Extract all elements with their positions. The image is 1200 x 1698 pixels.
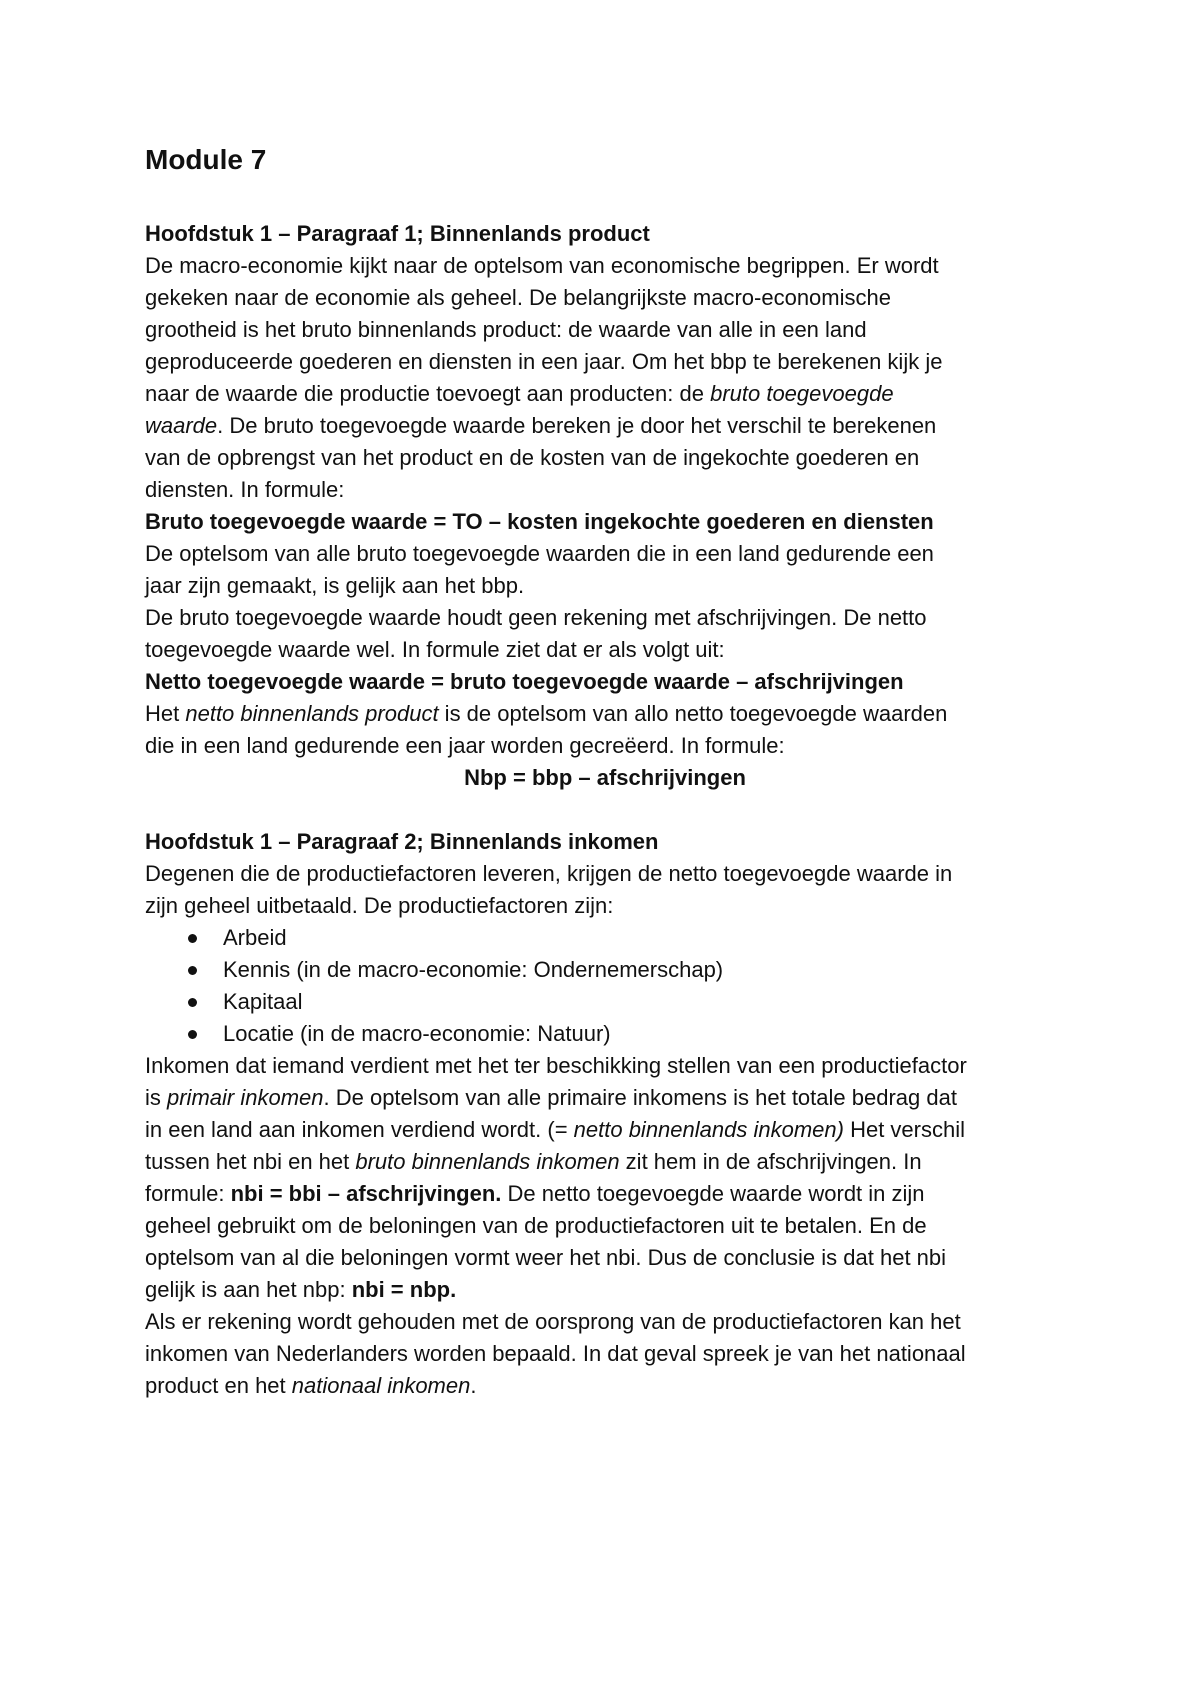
text-line: die in een land gedurende een jaar worden gecreëerd. In formule: (145, 733, 785, 758)
text-span: . De optelsom van alle primaire inkomens is het totale bedrag dat (323, 1085, 957, 1110)
bold-formula: nbi = nbp. (351, 1277, 457, 1302)
text-line (145, 698, 1065, 730)
text-line: De optelsom van alle bruto toegevoegde waarden die in een land gedurende een (145, 541, 934, 566)
text-line (145, 1274, 1065, 1306)
text-span: naar de waarde die productie toevoegt aan producten: de (145, 381, 711, 406)
text-line: zijn geheel uitbetaald. De productiefactoren zijn: (145, 893, 614, 918)
text-span: product en het (145, 1373, 292, 1398)
text-line: optelsom van al die beloningen vormt weer het nbi. Dus de conclusie is dat het nbi (145, 1245, 947, 1270)
text-span: tussen het nbi en het (145, 1149, 356, 1174)
italic-term: netto binnenlands product (185, 701, 439, 726)
italic-term: primair inkomen (167, 1085, 324, 1110)
document-title: Module 7 (145, 144, 267, 175)
text-line: Als er rekening wordt gehouden met de oorsprong van de productiefactoren kan het (145, 1309, 961, 1334)
formula-bruto-toegevoegde-waarde: Bruto toegevoegde waarde = TO – kosten ingekochte goederen en diensten (145, 509, 934, 534)
text-span: is de optelsom van allo netto toegevoegde waarden (438, 701, 948, 726)
text-line (145, 1178, 1065, 1210)
text-line: diensten. In formule: (145, 477, 345, 502)
text-line: Inkomen dat iemand verdient met het ter beschikking stellen van een productiefactor (145, 1053, 967, 1078)
text-line: gekeken naar de economie als geheel. De belangrijkste macro-economische (145, 285, 891, 310)
italic-term: waarde (145, 413, 218, 438)
text-span: formule: (145, 1181, 231, 1206)
text-span: zit hem in de afschrijvingen. In (619, 1149, 922, 1174)
productiefactoren-list (145, 922, 1065, 1050)
text-line (145, 1082, 1065, 1114)
list-item-label: Locatie (in de macro-economie: Natuur) (223, 1021, 611, 1046)
text-span: is (145, 1085, 167, 1110)
text-span: gelijk is aan het nbp: (145, 1277, 352, 1302)
text-line (145, 1370, 1065, 1402)
text-line: geheel gebruikt om de beloningen van de productiefactoren uit te betalen. En de (145, 1213, 927, 1238)
italic-term: netto binnenlands inkomen) (573, 1117, 844, 1142)
bullet-icon (188, 1030, 197, 1039)
document-page (145, 138, 1065, 1402)
text-span: in een land aan inkomen verdiend wordt. (= (145, 1117, 574, 1142)
formula-nbp: Nbp = bbp – afschrijvingen (464, 765, 746, 790)
text-line: De macro-economie kijkt naar de optelsom van economische begrippen. Er wordt (145, 253, 939, 278)
section-heading: Hoofdstuk 1 – Paragraaf 1; Binnenlands product (145, 221, 650, 246)
text-line (145, 378, 1065, 410)
bold-formula: nbi = bbi – afschrijvingen. (230, 1181, 502, 1206)
italic-term: bruto binnenlands inkomen (355, 1149, 620, 1174)
list-item-label: Kapitaal (223, 989, 303, 1014)
text-line: jaar zijn gemaakt, is gelijk aan het bbp. (145, 573, 525, 598)
text-span: . De bruto toegevoegde waarde bereken je door het verschil te berekenen (217, 413, 937, 438)
text-line: toegevoegde waarde wel. In formule ziet dat er als volgt uit: (145, 637, 725, 662)
bullet-icon (188, 966, 197, 975)
list-item-label: Arbeid (223, 925, 287, 950)
text-span: Het (145, 701, 186, 726)
section-binnenlands-product (145, 218, 1065, 794)
text-line: inkomen van Nederlanders worden bepaald. In dat geval spreek je van het nationaal (145, 1341, 966, 1366)
italic-term: bruto toegevoegde (710, 381, 894, 406)
list-item (145, 954, 1065, 986)
list-item-label: Kennis (in de macro-economie: Ondernemerschap) (223, 957, 724, 982)
bullet-icon (188, 934, 197, 943)
formula-netto-toegevoegde-waarde: Netto toegevoegde waarde = bruto toegevoegde waarde – afschrijvingen (145, 669, 904, 694)
text-line (145, 1146, 1065, 1178)
text-span: De netto toegevoegde waarde wordt in zijn (501, 1181, 925, 1206)
list-item (145, 986, 1065, 1018)
text-line: grootheid is het bruto binnenlands product: de waarde van alle in een land (145, 317, 867, 342)
text-line: van de opbrengst van het product en de kosten van de ingekochte goederen en (145, 445, 920, 470)
text-span: Het verschil (843, 1117, 965, 1142)
italic-term: nationaal inkomen (291, 1373, 471, 1398)
section-heading: Hoofdstuk 1 – Paragraaf 2; Binnenlands inkomen (145, 829, 659, 854)
list-item (145, 1018, 1065, 1050)
text-line: Degenen die de productiefactoren leveren, krijgen de netto toegevoegde waarde in (145, 861, 953, 886)
bullet-icon (188, 998, 197, 1007)
text-line: De bruto toegevoegde waarde houdt geen rekening met afschrijvingen. De netto (145, 605, 927, 630)
text-span: . (470, 1373, 477, 1398)
text-line: geproduceerde goederen en diensten in een jaar. Om het bbp te berekenen kijk je (145, 349, 943, 374)
text-line (145, 1114, 1065, 1146)
section-binnenlands-inkomen (145, 826, 1065, 1402)
text-line (145, 410, 1065, 442)
list-item (145, 922, 1065, 954)
